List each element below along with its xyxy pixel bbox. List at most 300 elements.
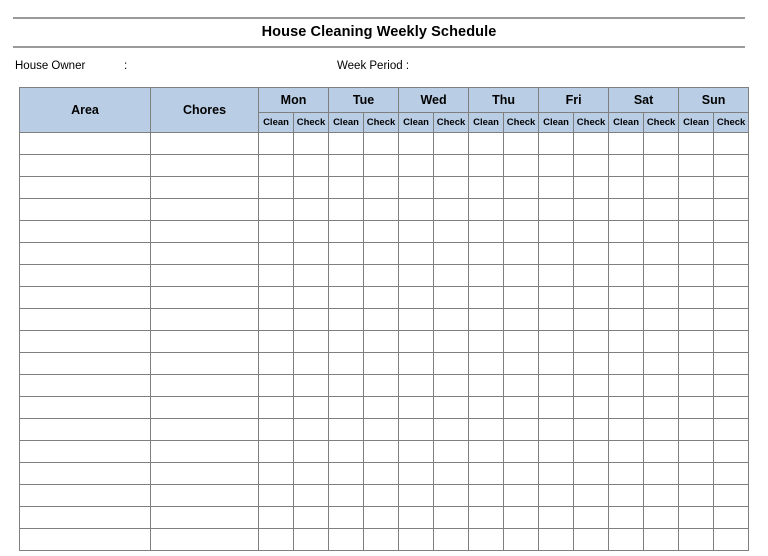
cell-fri-clean[interactable] — [539, 265, 574, 287]
cell-tue-check[interactable] — [364, 309, 399, 331]
cell-thu-clean[interactable] — [469, 221, 504, 243]
cell-sun-check[interactable] — [714, 463, 749, 485]
cell-fri-clean[interactable] — [539, 287, 574, 309]
cell-wed-clean[interactable] — [399, 331, 434, 353]
cell-area[interactable] — [20, 155, 151, 177]
cell-mon-clean[interactable] — [259, 353, 294, 375]
cell-sat-clean[interactable] — [609, 529, 644, 551]
cell-mon-clean[interactable] — [259, 155, 294, 177]
cell-tue-clean[interactable] — [329, 507, 364, 529]
cell-chores[interactable] — [151, 309, 259, 331]
cell-sun-clean[interactable] — [679, 353, 714, 375]
cell-sun-clean[interactable] — [679, 221, 714, 243]
cell-area[interactable] — [20, 485, 151, 507]
cell-fri-check[interactable] — [574, 155, 609, 177]
cell-sat-check[interactable] — [644, 441, 679, 463]
cell-fri-clean[interactable] — [539, 463, 574, 485]
cell-wed-check[interactable] — [434, 529, 469, 551]
cell-sun-check[interactable] — [714, 507, 749, 529]
cell-tue-clean[interactable] — [329, 331, 364, 353]
cell-wed-check[interactable] — [434, 221, 469, 243]
cell-sun-check[interactable] — [714, 529, 749, 551]
cell-chores[interactable] — [151, 243, 259, 265]
cell-sun-clean[interactable] — [679, 155, 714, 177]
cell-sat-clean[interactable] — [609, 133, 644, 155]
cell-wed-check[interactable] — [434, 463, 469, 485]
cell-thu-check[interactable] — [504, 507, 539, 529]
cell-tue-clean[interactable] — [329, 221, 364, 243]
cell-sun-check[interactable] — [714, 133, 749, 155]
cell-fri-clean[interactable] — [539, 397, 574, 419]
cell-mon-check[interactable] — [294, 507, 329, 529]
cell-tue-check[interactable] — [364, 397, 399, 419]
cell-sun-clean[interactable] — [679, 265, 714, 287]
cell-sun-clean[interactable] — [679, 441, 714, 463]
cell-sun-check[interactable] — [714, 287, 749, 309]
cell-wed-clean[interactable] — [399, 375, 434, 397]
cell-thu-check[interactable] — [504, 177, 539, 199]
cell-chores[interactable] — [151, 397, 259, 419]
cell-sat-check[interactable] — [644, 309, 679, 331]
cell-chores[interactable] — [151, 485, 259, 507]
cell-wed-check[interactable] — [434, 397, 469, 419]
cell-area[interactable] — [20, 309, 151, 331]
cell-area[interactable] — [20, 375, 151, 397]
cell-mon-clean[interactable] — [259, 199, 294, 221]
cell-chores[interactable] — [151, 331, 259, 353]
cell-thu-check[interactable] — [504, 309, 539, 331]
cell-tue-check[interactable] — [364, 353, 399, 375]
cell-fri-check[interactable] — [574, 529, 609, 551]
cell-thu-check[interactable] — [504, 353, 539, 375]
cell-area[interactable] — [20, 199, 151, 221]
cell-fri-check[interactable] — [574, 507, 609, 529]
cell-mon-check[interactable] — [294, 133, 329, 155]
cell-wed-clean[interactable] — [399, 309, 434, 331]
cell-sun-check[interactable] — [714, 199, 749, 221]
cell-thu-check[interactable] — [504, 287, 539, 309]
cell-sat-check[interactable] — [644, 463, 679, 485]
cell-fri-check[interactable] — [574, 375, 609, 397]
cell-tue-clean[interactable] — [329, 353, 364, 375]
cell-sat-check[interactable] — [644, 177, 679, 199]
cell-thu-clean[interactable] — [469, 133, 504, 155]
cell-sat-clean[interactable] — [609, 353, 644, 375]
cell-tue-clean[interactable] — [329, 199, 364, 221]
cell-sat-check[interactable] — [644, 133, 679, 155]
cell-mon-check[interactable] — [294, 199, 329, 221]
cell-mon-check[interactable] — [294, 309, 329, 331]
cell-wed-check[interactable] — [434, 375, 469, 397]
cell-fri-check[interactable] — [574, 419, 609, 441]
cell-mon-clean[interactable] — [259, 485, 294, 507]
cell-thu-check[interactable] — [504, 463, 539, 485]
cell-thu-check[interactable] — [504, 419, 539, 441]
cell-mon-clean[interactable] — [259, 463, 294, 485]
cell-area[interactable] — [20, 287, 151, 309]
cell-sat-clean[interactable] — [609, 375, 644, 397]
cell-sat-check[interactable] — [644, 419, 679, 441]
cell-wed-check[interactable] — [434, 441, 469, 463]
cell-sat-check[interactable] — [644, 155, 679, 177]
cell-wed-clean[interactable] — [399, 419, 434, 441]
cell-area[interactable] — [20, 441, 151, 463]
cell-sun-check[interactable] — [714, 397, 749, 419]
cell-thu-clean[interactable] — [469, 309, 504, 331]
cell-thu-clean[interactable] — [469, 441, 504, 463]
cell-sun-clean[interactable] — [679, 485, 714, 507]
cell-sun-check[interactable] — [714, 243, 749, 265]
cell-tue-clean[interactable] — [329, 265, 364, 287]
cell-fri-clean[interactable] — [539, 155, 574, 177]
cell-wed-clean[interactable] — [399, 507, 434, 529]
cell-mon-check[interactable] — [294, 155, 329, 177]
cell-thu-check[interactable] — [504, 265, 539, 287]
cell-mon-check[interactable] — [294, 463, 329, 485]
cell-sat-clean[interactable] — [609, 507, 644, 529]
cell-mon-check[interactable] — [294, 529, 329, 551]
cell-sun-check[interactable] — [714, 375, 749, 397]
cell-mon-clean[interactable] — [259, 243, 294, 265]
cell-area[interactable] — [20, 353, 151, 375]
cell-tue-clean[interactable] — [329, 287, 364, 309]
cell-tue-check[interactable] — [364, 243, 399, 265]
cell-tue-clean[interactable] — [329, 133, 364, 155]
cell-mon-clean[interactable] — [259, 397, 294, 419]
cell-sun-check[interactable] — [714, 155, 749, 177]
cell-fri-check[interactable] — [574, 177, 609, 199]
cell-wed-clean[interactable] — [399, 529, 434, 551]
cell-sat-clean[interactable] — [609, 419, 644, 441]
cell-tue-check[interactable] — [364, 133, 399, 155]
cell-tue-check[interactable] — [364, 177, 399, 199]
cell-thu-check[interactable] — [504, 199, 539, 221]
cell-tue-clean[interactable] — [329, 177, 364, 199]
cell-mon-clean[interactable] — [259, 287, 294, 309]
cell-wed-check[interactable] — [434, 243, 469, 265]
cell-thu-check[interactable] — [504, 529, 539, 551]
cell-wed-clean[interactable] — [399, 177, 434, 199]
cell-sat-clean[interactable] — [609, 221, 644, 243]
cell-sun-check[interactable] — [714, 221, 749, 243]
cell-thu-check[interactable] — [504, 221, 539, 243]
cell-mon-check[interactable] — [294, 265, 329, 287]
cell-tue-clean[interactable] — [329, 309, 364, 331]
cell-tue-check[interactable] — [364, 463, 399, 485]
cell-wed-check[interactable] — [434, 353, 469, 375]
cell-wed-check[interactable] — [434, 309, 469, 331]
cell-fri-check[interactable] — [574, 221, 609, 243]
cell-wed-check[interactable] — [434, 331, 469, 353]
cell-thu-clean[interactable] — [469, 529, 504, 551]
cell-fri-clean[interactable] — [539, 441, 574, 463]
cell-sat-clean[interactable] — [609, 463, 644, 485]
cell-mon-clean[interactable] — [259, 441, 294, 463]
cell-wed-check[interactable] — [434, 199, 469, 221]
cell-thu-clean[interactable] — [469, 199, 504, 221]
cell-sun-clean[interactable] — [679, 199, 714, 221]
cell-tue-check[interactable] — [364, 441, 399, 463]
cell-sat-check[interactable] — [644, 353, 679, 375]
cell-sat-check[interactable] — [644, 529, 679, 551]
cell-sat-clean[interactable] — [609, 485, 644, 507]
cell-wed-clean[interactable] — [399, 155, 434, 177]
cell-tue-clean[interactable] — [329, 419, 364, 441]
cell-area[interactable] — [20, 265, 151, 287]
cell-thu-check[interactable] — [504, 441, 539, 463]
cell-sat-clean[interactable] — [609, 155, 644, 177]
cell-sun-clean[interactable] — [679, 243, 714, 265]
cell-mon-clean[interactable] — [259, 375, 294, 397]
cell-fri-clean[interactable] — [539, 199, 574, 221]
cell-fri-check[interactable] — [574, 441, 609, 463]
cell-sun-check[interactable] — [714, 419, 749, 441]
cell-tue-check[interactable] — [364, 221, 399, 243]
cell-sun-clean[interactable] — [679, 331, 714, 353]
cell-chores[interactable] — [151, 463, 259, 485]
cell-sat-clean[interactable] — [609, 199, 644, 221]
cell-fri-clean[interactable] — [539, 221, 574, 243]
cell-thu-check[interactable] — [504, 331, 539, 353]
cell-thu-clean[interactable] — [469, 243, 504, 265]
cell-tue-check[interactable] — [364, 331, 399, 353]
cell-sun-check[interactable] — [714, 441, 749, 463]
cell-sat-clean[interactable] — [609, 265, 644, 287]
cell-tue-clean[interactable] — [329, 441, 364, 463]
cell-area[interactable] — [20, 331, 151, 353]
cell-thu-clean[interactable] — [469, 463, 504, 485]
cell-sat-check[interactable] — [644, 243, 679, 265]
cell-fri-check[interactable] — [574, 133, 609, 155]
cell-fri-check[interactable] — [574, 463, 609, 485]
cell-mon-check[interactable] — [294, 331, 329, 353]
cell-sun-clean[interactable] — [679, 177, 714, 199]
cell-thu-check[interactable] — [504, 155, 539, 177]
cell-tue-clean[interactable] — [329, 529, 364, 551]
cell-fri-clean[interactable] — [539, 331, 574, 353]
cell-wed-check[interactable] — [434, 133, 469, 155]
cell-mon-check[interactable] — [294, 441, 329, 463]
cell-tue-check[interactable] — [364, 419, 399, 441]
cell-sat-clean[interactable] — [609, 309, 644, 331]
cell-wed-check[interactable] — [434, 485, 469, 507]
cell-wed-clean[interactable] — [399, 463, 434, 485]
cell-wed-clean[interactable] — [399, 485, 434, 507]
cell-sun-check[interactable] — [714, 331, 749, 353]
cell-sun-clean[interactable] — [679, 309, 714, 331]
cell-wed-clean[interactable] — [399, 397, 434, 419]
cell-mon-check[interactable] — [294, 419, 329, 441]
cell-sat-check[interactable] — [644, 331, 679, 353]
cell-mon-check[interactable] — [294, 375, 329, 397]
cell-thu-clean[interactable] — [469, 419, 504, 441]
cell-chores[interactable] — [151, 265, 259, 287]
cell-tue-clean[interactable] — [329, 155, 364, 177]
cell-mon-clean[interactable] — [259, 133, 294, 155]
cell-wed-clean[interactable] — [399, 133, 434, 155]
cell-sat-clean[interactable] — [609, 441, 644, 463]
cell-area[interactable] — [20, 507, 151, 529]
cell-area[interactable] — [20, 419, 151, 441]
cell-mon-check[interactable] — [294, 397, 329, 419]
cell-mon-clean[interactable] — [259, 529, 294, 551]
cell-chores[interactable] — [151, 155, 259, 177]
cell-tue-check[interactable] — [364, 375, 399, 397]
cell-sun-clean[interactable] — [679, 529, 714, 551]
cell-tue-clean[interactable] — [329, 243, 364, 265]
cell-thu-check[interactable] — [504, 133, 539, 155]
cell-tue-check[interactable] — [364, 265, 399, 287]
cell-mon-clean[interactable] — [259, 507, 294, 529]
cell-thu-check[interactable] — [504, 375, 539, 397]
cell-sun-clean[interactable] — [679, 419, 714, 441]
cell-tue-clean[interactable] — [329, 463, 364, 485]
cell-chores[interactable] — [151, 177, 259, 199]
cell-chores[interactable] — [151, 375, 259, 397]
cell-mon-check[interactable] — [294, 243, 329, 265]
cell-tue-check[interactable] — [364, 485, 399, 507]
cell-chores[interactable] — [151, 199, 259, 221]
cell-thu-clean[interactable] — [469, 507, 504, 529]
cell-sat-check[interactable] — [644, 199, 679, 221]
cell-sat-check[interactable] — [644, 507, 679, 529]
cell-area[interactable] — [20, 221, 151, 243]
cell-sun-check[interactable] — [714, 265, 749, 287]
cell-sun-clean[interactable] — [679, 287, 714, 309]
cell-sun-clean[interactable] — [679, 463, 714, 485]
cell-thu-clean[interactable] — [469, 287, 504, 309]
cell-tue-check[interactable] — [364, 287, 399, 309]
cell-sun-clean[interactable] — [679, 133, 714, 155]
cell-chores[interactable] — [151, 133, 259, 155]
cell-sat-check[interactable] — [644, 287, 679, 309]
cell-fri-check[interactable] — [574, 199, 609, 221]
cell-area[interactable] — [20, 177, 151, 199]
cell-wed-clean[interactable] — [399, 221, 434, 243]
cell-mon-clean[interactable] — [259, 177, 294, 199]
cell-mon-clean[interactable] — [259, 265, 294, 287]
cell-thu-clean[interactable] — [469, 331, 504, 353]
cell-sat-check[interactable] — [644, 221, 679, 243]
cell-chores[interactable] — [151, 221, 259, 243]
cell-chores[interactable] — [151, 507, 259, 529]
cell-wed-clean[interactable] — [399, 265, 434, 287]
cell-fri-clean[interactable] — [539, 309, 574, 331]
cell-sat-clean[interactable] — [609, 243, 644, 265]
cell-mon-check[interactable] — [294, 485, 329, 507]
cell-wed-check[interactable] — [434, 287, 469, 309]
cell-wed-clean[interactable] — [399, 243, 434, 265]
cell-wed-check[interactable] — [434, 507, 469, 529]
cell-sat-clean[interactable] — [609, 331, 644, 353]
cell-sun-clean[interactable] — [679, 375, 714, 397]
cell-fri-clean[interactable] — [539, 507, 574, 529]
cell-tue-check[interactable] — [364, 155, 399, 177]
cell-mon-clean[interactable] — [259, 331, 294, 353]
cell-area[interactable] — [20, 133, 151, 155]
cell-wed-clean[interactable] — [399, 441, 434, 463]
cell-mon-clean[interactable] — [259, 221, 294, 243]
cell-sun-check[interactable] — [714, 309, 749, 331]
cell-fri-check[interactable] — [574, 397, 609, 419]
cell-chores[interactable] — [151, 287, 259, 309]
cell-fri-check[interactable] — [574, 485, 609, 507]
cell-wed-clean[interactable] — [399, 353, 434, 375]
cell-thu-clean[interactable] — [469, 353, 504, 375]
cell-sun-check[interactable] — [714, 353, 749, 375]
cell-fri-check[interactable] — [574, 353, 609, 375]
cell-fri-clean[interactable] — [539, 177, 574, 199]
cell-area[interactable] — [20, 463, 151, 485]
cell-mon-check[interactable] — [294, 221, 329, 243]
cell-fri-check[interactable] — [574, 331, 609, 353]
cell-sat-check[interactable] — [644, 397, 679, 419]
cell-thu-clean[interactable] — [469, 265, 504, 287]
cell-area[interactable] — [20, 529, 151, 551]
cell-thu-check[interactable] — [504, 243, 539, 265]
cell-tue-clean[interactable] — [329, 485, 364, 507]
cell-area[interactable] — [20, 243, 151, 265]
cell-fri-check[interactable] — [574, 287, 609, 309]
cell-fri-clean[interactable] — [539, 243, 574, 265]
cell-mon-clean[interactable] — [259, 309, 294, 331]
cell-wed-check[interactable] — [434, 155, 469, 177]
cell-thu-clean[interactable] — [469, 397, 504, 419]
cell-fri-check[interactable] — [574, 243, 609, 265]
cell-sun-check[interactable] — [714, 177, 749, 199]
cell-chores[interactable] — [151, 441, 259, 463]
cell-wed-check[interactable] — [434, 419, 469, 441]
cell-wed-clean[interactable] — [399, 287, 434, 309]
cell-wed-clean[interactable] — [399, 199, 434, 221]
cell-thu-clean[interactable] — [469, 177, 504, 199]
cell-thu-clean[interactable] — [469, 155, 504, 177]
cell-sat-clean[interactable] — [609, 177, 644, 199]
cell-fri-clean[interactable] — [539, 133, 574, 155]
cell-fri-clean[interactable] — [539, 375, 574, 397]
cell-tue-check[interactable] — [364, 507, 399, 529]
cell-tue-clean[interactable] — [329, 397, 364, 419]
cell-sat-clean[interactable] — [609, 287, 644, 309]
cell-mon-check[interactable] — [294, 177, 329, 199]
cell-sat-clean[interactable] — [609, 397, 644, 419]
cell-sat-check[interactable] — [644, 485, 679, 507]
cell-wed-check[interactable] — [434, 265, 469, 287]
cell-tue-clean[interactable] — [329, 375, 364, 397]
cell-mon-clean[interactable] — [259, 419, 294, 441]
cell-thu-check[interactable] — [504, 485, 539, 507]
cell-mon-check[interactable] — [294, 353, 329, 375]
cell-fri-clean[interactable] — [539, 529, 574, 551]
cell-thu-clean[interactable] — [469, 375, 504, 397]
cell-sun-clean[interactable] — [679, 397, 714, 419]
cell-fri-check[interactable] — [574, 309, 609, 331]
cell-chores[interactable] — [151, 529, 259, 551]
cell-area[interactable] — [20, 397, 151, 419]
cell-fri-clean[interactable] — [539, 353, 574, 375]
cell-wed-check[interactable] — [434, 177, 469, 199]
cell-tue-check[interactable] — [364, 199, 399, 221]
cell-sun-check[interactable] — [714, 485, 749, 507]
cell-thu-clean[interactable] — [469, 485, 504, 507]
cell-chores[interactable] — [151, 353, 259, 375]
cell-tue-check[interactable] — [364, 529, 399, 551]
cell-mon-check[interactable] — [294, 287, 329, 309]
cell-sat-check[interactable] — [644, 265, 679, 287]
cell-fri-clean[interactable] — [539, 485, 574, 507]
cell-fri-check[interactable] — [574, 265, 609, 287]
cell-sat-check[interactable] — [644, 375, 679, 397]
